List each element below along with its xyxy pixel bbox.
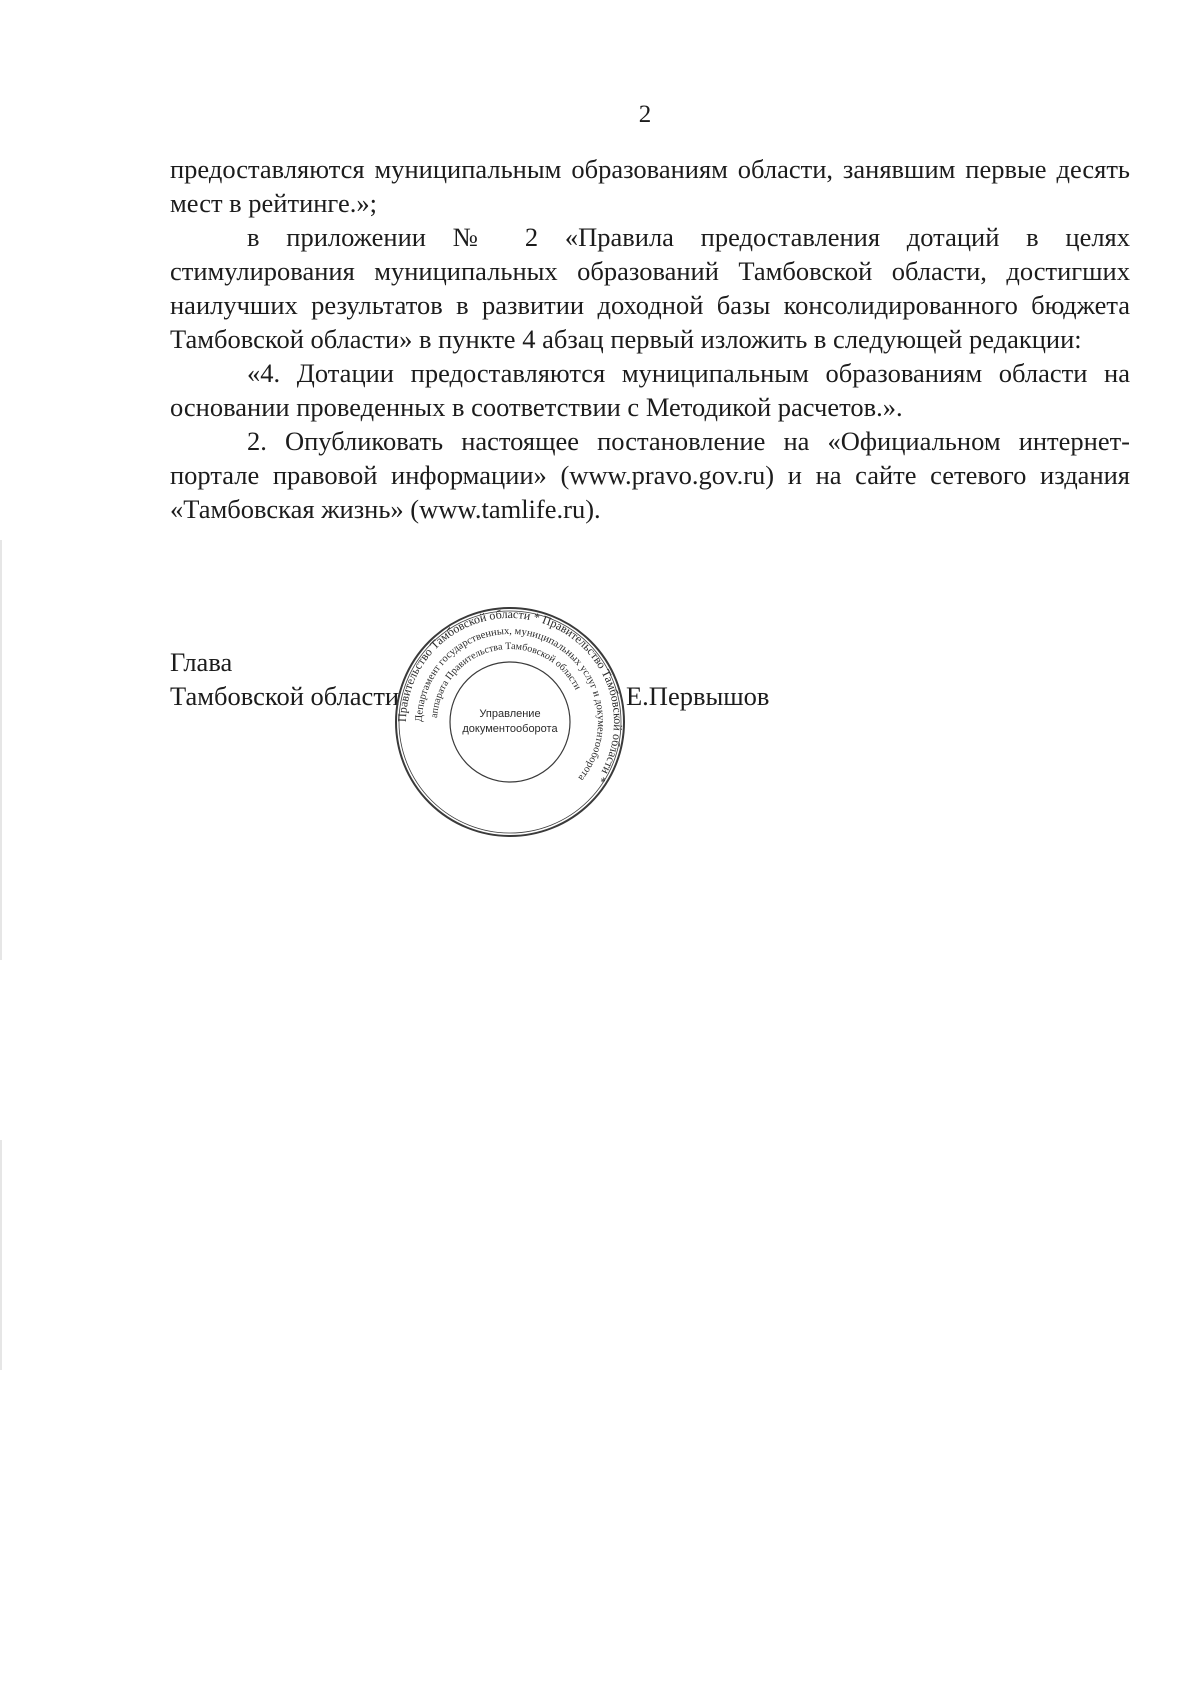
stamp-center	[393, 605, 627, 839]
signatory-title: Глава	[170, 647, 233, 677]
scan-edge-mark	[0, 1140, 2, 1370]
official-stamp	[393, 605, 627, 839]
paragraph: «4. Дотации предоставляются муниципальным образованиям области на основании проведенных в соответствии с Методикой расчетов.».	[170, 358, 1130, 422]
signatory-region: Тамбовской области	[170, 681, 400, 711]
stamp-inner-text: аппарата Правительства Тамбовской области	[429, 640, 583, 719]
paragraph: 2. Опубликовать настоящее постановление на «Официальном интернет-портале правовой информации» (www.pravo.gov.ru) и на сайте сетевого издания «Тамбовская жизнь» (www.tamlife.ru).	[170, 426, 1130, 524]
paragraph: в приложении № 2 «Правила предоставления дотаций в целях стимулирования муниципальных образований Тамбовской области, достигших наилучших результатов в развитии доходной базы консолидированного бюджета Тамбовской области» в пункте 4 абзац первый изложить в следующей редакции:	[170, 222, 1130, 354]
signatory-name: Е.Первышов	[626, 681, 770, 711]
document-body	[170, 152, 1130, 526]
stamp-middle-text: Департамент государственных, муниципальных услуг и документооборота	[413, 625, 607, 783]
stamp-center-line: Управление	[479, 708, 541, 720]
page-number: 2	[638, 101, 652, 128]
stamp-center-line: документооборота	[462, 723, 558, 735]
paragraph: предоставляются муниципальным образованиям области, занявшим первые десять мест в рейтинге.»;	[170, 154, 1130, 218]
scan-edge-mark	[0, 540, 2, 960]
stamp-outer-text: Правительство Тамбовской области * Правительство Тамбовской области *	[394, 606, 626, 786]
